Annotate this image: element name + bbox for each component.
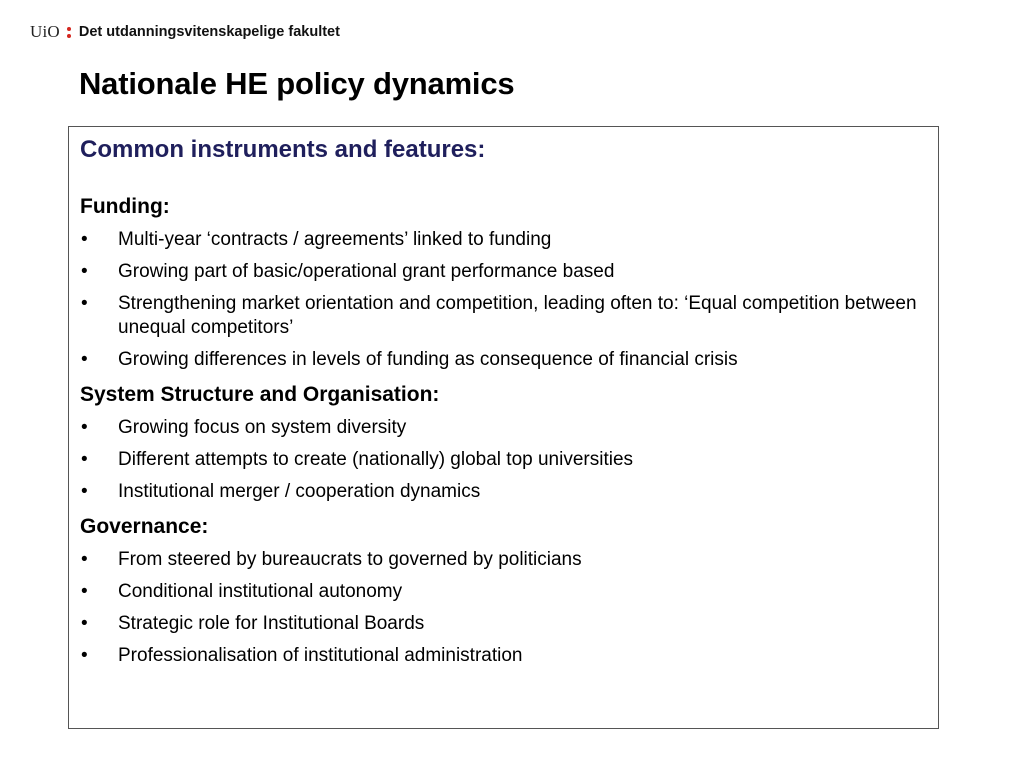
bullet-icon: •: [81, 349, 88, 370]
bullet-text: Growing differences in levels of funding as consequence of financial crisis: [118, 349, 738, 370]
bullet-text: Growing focus on system diversity: [118, 417, 407, 438]
bullet-text: Strengthening market orientation and competition, leading often to: ‘Equal competition between unequal competitors’: [118, 293, 917, 338]
bullet-icon: •: [81, 261, 88, 282]
bullet-item: [80, 612, 920, 636]
section-heading: System Structure and Organisation:: [80, 383, 440, 406]
uio-logo-colon-icon: [67, 27, 71, 38]
bullet-icon: •: [81, 229, 88, 250]
bullet-text: Strategic role for Institutional Boards: [118, 613, 425, 634]
bullet-text: Institutional merger / cooperation dynamics: [118, 481, 481, 502]
content-box: [68, 126, 939, 729]
bullet-list: [80, 548, 920, 668]
bullet-text: Growing part of basic/operational grant performance based: [118, 261, 615, 282]
bullet-icon: •: [81, 481, 88, 502]
content-subtitle: Common instruments and features:: [80, 136, 486, 163]
bullet-text: Multi-year ‘contracts / agreements’ linked to funding: [118, 229, 552, 250]
bullet-text: Different attempts to create (nationally) global top universities: [118, 449, 634, 470]
bullet-text: From steered by bureaucrats to governed by politicians: [118, 549, 582, 570]
faculty-name: Det utdanningsvitenskapelige fakultet: [78, 24, 340, 40]
bullet-item: [80, 480, 920, 504]
section: [80, 382, 920, 504]
bullet-item: [80, 644, 920, 668]
bullet-icon: •: [81, 549, 88, 570]
bullet-text: Conditional institutional autonomy: [118, 581, 403, 602]
bullet-icon: •: [81, 293, 88, 314]
bullet-text: Professionalisation of institutional administration: [118, 645, 523, 666]
bullet-item: [80, 228, 920, 252]
bullet-item: [80, 580, 920, 604]
bullet-icon: •: [81, 449, 88, 470]
section-heading: Funding:: [80, 195, 170, 218]
section: [80, 194, 920, 372]
bullet-item: [80, 292, 920, 340]
section: [80, 514, 920, 668]
bullet-item: [80, 548, 920, 572]
bullet-item: [80, 448, 920, 472]
slide-title: Nationale HE policy dynamics: [79, 66, 515, 101]
sections-container: [80, 194, 920, 672]
bullet-item: [80, 348, 920, 372]
header: [30, 20, 340, 44]
bullet-icon: •: [81, 417, 88, 438]
bullet-item: [80, 260, 920, 284]
bullet-item: [80, 416, 920, 440]
bullet-list: [80, 228, 920, 372]
bullet-icon: •: [81, 645, 88, 666]
bullet-icon: •: [81, 581, 88, 602]
section-heading: Governance:: [80, 515, 209, 538]
bullet-icon: •: [81, 613, 88, 634]
uio-logo: UiO: [30, 22, 60, 41]
bullet-list: [80, 416, 920, 504]
